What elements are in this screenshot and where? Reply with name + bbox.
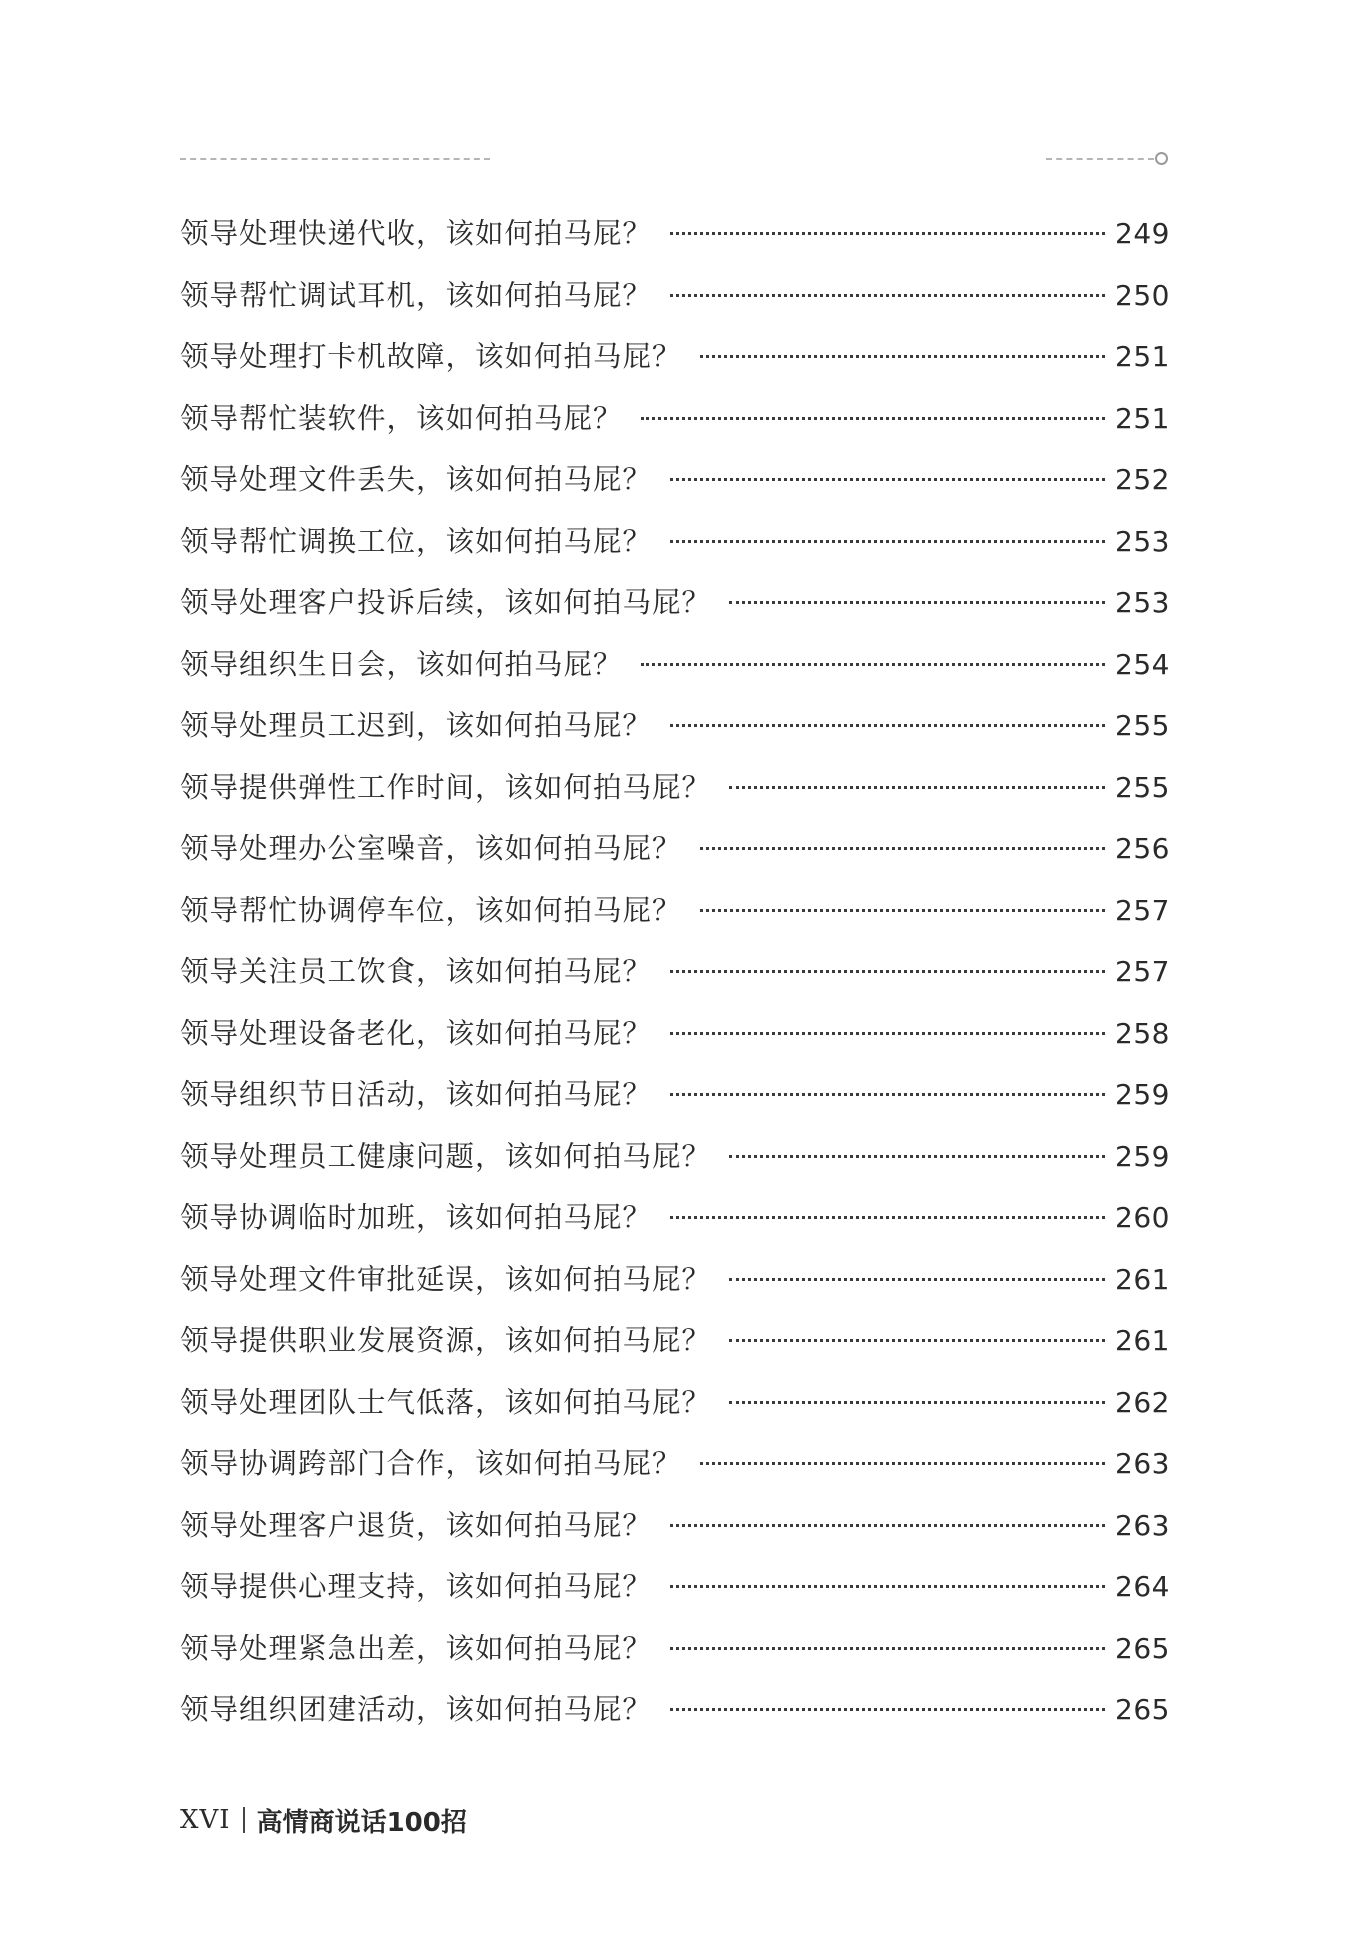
toc-entry-page-number: 254 — [1115, 647, 1170, 681]
toc-entry-title: 领导提供职业发展资源，该如何拍马屁？ — [180, 1324, 712, 1357]
toc-dot-leader — [700, 909, 1106, 912]
toc-dot-leader — [729, 601, 1105, 604]
toc-dot-leader — [670, 540, 1105, 543]
toc-entry[interactable] — [180, 397, 1170, 459]
toc-entry[interactable] — [180, 1504, 1170, 1566]
toc-dot-leader — [700, 355, 1106, 358]
toc-entry[interactable] — [180, 1196, 1170, 1258]
toc-entry-title: 领导协调临时加班，该如何拍马屁？ — [180, 1201, 653, 1234]
toc-entry[interactable] — [180, 1688, 1170, 1750]
toc-entry-title: 领导处理客户投诉后续，该如何拍马屁？ — [180, 586, 712, 619]
toc-entry[interactable] — [180, 581, 1170, 643]
toc-entry-page-number: 257 — [1115, 893, 1170, 927]
toc-entry[interactable] — [180, 643, 1170, 705]
toc-entry-title: 领导处理客户退货，该如何拍马屁？ — [180, 1508, 653, 1542]
toc-entry-title: 领导处理文件审批延误，该如何拍马屁？ — [180, 1262, 712, 1296]
toc-dot-leader — [729, 1401, 1105, 1404]
toc-dot-leader — [670, 294, 1105, 297]
toc-entry-title: 领导帮忙调试耳机，该如何拍马屁？ — [180, 278, 653, 312]
toc-entry-title: 领导关注员工饮食，该如何拍马屁？ — [180, 955, 653, 988]
toc-entry-page-number: 265 — [1115, 1693, 1170, 1726]
toc-dot-leader — [729, 1155, 1105, 1158]
footer-book-title: 高情商说话100招 — [256, 1807, 467, 1838]
toc-entry-title: 领导提供心理支持，该如何拍马屁？ — [180, 1570, 653, 1603]
toc-entry-page-number: 260 — [1115, 1201, 1170, 1234]
toc-entry-title: 领导组织生日会，该如何拍马屁？ — [180, 647, 623, 681]
toc-dot-leader — [700, 1462, 1106, 1465]
toc-entry[interactable] — [180, 1319, 1170, 1381]
toc-dot-leader — [729, 786, 1105, 789]
toc-dot-leader — [670, 1032, 1105, 1035]
toc-entry[interactable] — [180, 1258, 1170, 1320]
toc-entry-title: 领导处理员工健康问题，该如何拍马屁？ — [180, 1139, 712, 1173]
toc-entry-title: 领导帮忙装软件，该如何拍马屁？ — [180, 401, 623, 435]
toc-dot-leader — [670, 1647, 1105, 1650]
toc-dot-leader — [670, 724, 1105, 727]
toc-entry[interactable] — [180, 335, 1170, 397]
toc-dot-leader — [641, 663, 1106, 666]
toc-entry-page-number: 250 — [1115, 278, 1170, 312]
toc-entry-page-number: 253 — [1115, 586, 1170, 619]
toc-entry-title: 领导处理设备老化，该如何拍马屁？ — [180, 1016, 653, 1050]
toc-entry-page-number: 253 — [1115, 524, 1170, 558]
toc-entry-title: 领导帮忙调换工位，该如何拍马屁？ — [180, 524, 653, 558]
toc-entry-page-number: 265 — [1115, 1631, 1170, 1665]
toc-entry-page-number: 258 — [1115, 1016, 1170, 1050]
toc-entry-page-number: 259 — [1115, 1139, 1170, 1173]
toc-entry-title: 领导处理办公室噪音，该如何拍马屁？ — [180, 832, 682, 865]
footer-page-number: XVI — [180, 1805, 231, 1835]
toc-entry-title: 领导处理快递代收，该如何拍马屁？ — [180, 217, 653, 250]
header-dash-right — [1046, 158, 1154, 160]
toc-entry-page-number: 252 — [1115, 463, 1170, 496]
toc-entry-page-number: 255 — [1115, 709, 1170, 742]
toc-entry-page-number: 257 — [1115, 955, 1170, 988]
header-ring-icon — [1155, 152, 1168, 165]
toc-dot-leader — [670, 1708, 1105, 1711]
page-footer — [180, 1800, 467, 1840]
toc-entry-title: 领导组织节日活动，该如何拍马屁？ — [180, 1078, 653, 1111]
toc-entry-title: 领导处理文件丢失，该如何拍马屁？ — [180, 463, 653, 496]
toc-entry[interactable] — [180, 212, 1170, 274]
toc-entry-page-number: 251 — [1115, 401, 1170, 435]
toc-entry-title: 领导帮忙协调停车位，该如何拍马屁？ — [180, 893, 682, 927]
toc-dot-leader — [641, 417, 1106, 420]
toc-dot-leader — [670, 1585, 1105, 1588]
toc-entry[interactable] — [180, 274, 1170, 336]
toc-entry[interactable] — [180, 704, 1170, 766]
toc-dot-leader — [670, 232, 1105, 235]
toc-dot-leader — [670, 1093, 1105, 1096]
toc-entry-page-number: 263 — [1115, 1447, 1170, 1480]
toc-entry[interactable] — [180, 1073, 1170, 1135]
toc-dot-leader — [729, 1278, 1105, 1281]
toc-dot-leader — [670, 970, 1105, 973]
toc-entry-title: 领导组织团建活动，该如何拍马屁？ — [180, 1693, 653, 1726]
toc-entry[interactable] — [180, 1012, 1170, 1074]
toc-entry-page-number: 263 — [1115, 1508, 1170, 1542]
toc-entry-title: 领导处理员工迟到，该如何拍马屁？ — [180, 709, 653, 742]
toc-entry-page-number: 255 — [1115, 770, 1170, 804]
footer-separator — [243, 1807, 245, 1833]
toc-entry-page-number: 256 — [1115, 832, 1170, 865]
table-of-contents — [180, 212, 1170, 1750]
header-rule — [180, 152, 1170, 166]
toc-entry[interactable] — [180, 766, 1170, 828]
toc-entry-page-number: 251 — [1115, 340, 1170, 373]
toc-entry-page-number: 249 — [1115, 217, 1170, 250]
toc-entry-page-number: 261 — [1115, 1324, 1170, 1357]
toc-entry[interactable] — [180, 1565, 1170, 1627]
toc-entry-title: 领导提供弹性工作时间，该如何拍马屁？ — [180, 770, 712, 804]
toc-dot-leader — [670, 1524, 1105, 1527]
toc-entry-title: 领导处理打卡机故障，该如何拍马屁？ — [180, 340, 682, 373]
toc-entry-page-number: 264 — [1115, 1570, 1170, 1603]
toc-entry[interactable] — [180, 827, 1170, 889]
header-dash-left — [180, 158, 490, 160]
toc-entry[interactable] — [180, 520, 1170, 582]
toc-entry[interactable] — [180, 889, 1170, 951]
toc-entry[interactable] — [180, 1627, 1170, 1689]
toc-entry-page-number: 261 — [1115, 1262, 1170, 1296]
toc-dot-leader — [729, 1339, 1105, 1342]
toc-entry[interactable] — [180, 1442, 1170, 1504]
toc-entry-page-number: 262 — [1115, 1385, 1170, 1419]
toc-entry-title: 领导协调跨部门合作，该如何拍马屁？ — [180, 1447, 682, 1480]
toc-entry[interactable] — [180, 1381, 1170, 1443]
toc-entry[interactable] — [180, 1135, 1170, 1197]
toc-entry-title: 领导处理紧急出差，该如何拍马屁？ — [180, 1631, 653, 1665]
toc-dot-leader — [700, 847, 1106, 850]
toc-entry[interactable] — [180, 458, 1170, 520]
toc-dot-leader — [670, 1216, 1105, 1219]
toc-entry-title: 领导处理团队士气低落，该如何拍马屁？ — [180, 1385, 712, 1419]
toc-dot-leader — [670, 478, 1105, 481]
toc-entry-page-number: 259 — [1115, 1078, 1170, 1111]
toc-entry[interactable] — [180, 950, 1170, 1012]
